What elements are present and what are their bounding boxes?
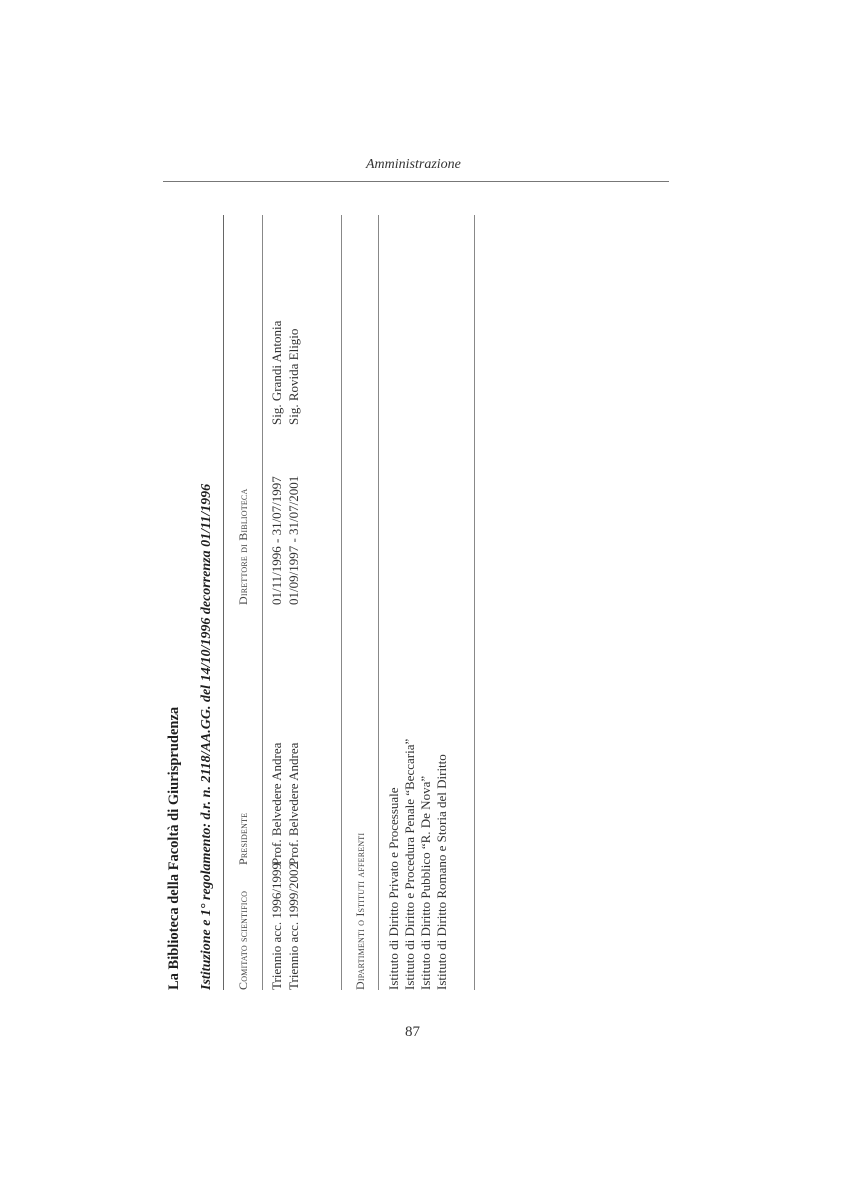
- table2-header: Dipartimenti o Istituti afferenti: [353, 832, 367, 990]
- table2-item-2: Istituto di Diritto e Procedura Penale “Beccaria”: [402, 738, 417, 990]
- table2-header-rule: [378, 215, 379, 990]
- table1-bottom-rule: [341, 215, 342, 990]
- table2-item-4: Istituto di Diritto Romano e Storia del Diritto: [434, 754, 449, 990]
- header-rule: [163, 181, 669, 182]
- running-head: Amministrazione: [366, 157, 461, 172]
- page-number: 87: [405, 1024, 420, 1040]
- table1-header-rule: [262, 215, 263, 990]
- rotated-content: [160, 215, 475, 990]
- table2-item-1: Istituto di Diritto Privato e Processuale: [386, 787, 401, 990]
- table1-top-rule: [223, 215, 224, 990]
- table1-row1-period: 01/11/1996 - 31/07/1997: [269, 476, 284, 605]
- table1-row1-triennio: Triennio acc. 1996/1999: [269, 863, 284, 990]
- table1-row2-triennio: Triennio acc. 1999/2002: [286, 863, 301, 990]
- section-title: La Biblioteca della Facoltà di Giurisprudenza: [166, 706, 182, 990]
- table1-header-direttore: Direttore di Biblioteca: [236, 488, 250, 605]
- table1-header-comitato: Comitato scientifico: [236, 890, 250, 990]
- table1-row1-presidente: Prof. Belvedere Andrea: [269, 742, 284, 865]
- table2-bottom-rule: [474, 215, 475, 990]
- table1-row2-presidente: Prof. Belvedere Andrea: [286, 742, 301, 865]
- table1-row2-direttore: Sig. Rovida Eligio: [286, 328, 301, 425]
- section-subtitle: Istituzione e 1° regolamento: d.r. n. 2118/AA.GG. del 14/10/1996 decorrenza 01/11/1996: [199, 483, 214, 990]
- table1-row1-direttore: Sig. Grandi Antonia: [269, 320, 284, 425]
- table1-header-presidente: Presidente: [236, 812, 250, 865]
- table2-item-3: Istituto di Diritto Pubblico “R. De Nova”: [418, 775, 433, 990]
- table1-row2-period: 01/09/1997 - 31/07/2001: [286, 475, 301, 605]
